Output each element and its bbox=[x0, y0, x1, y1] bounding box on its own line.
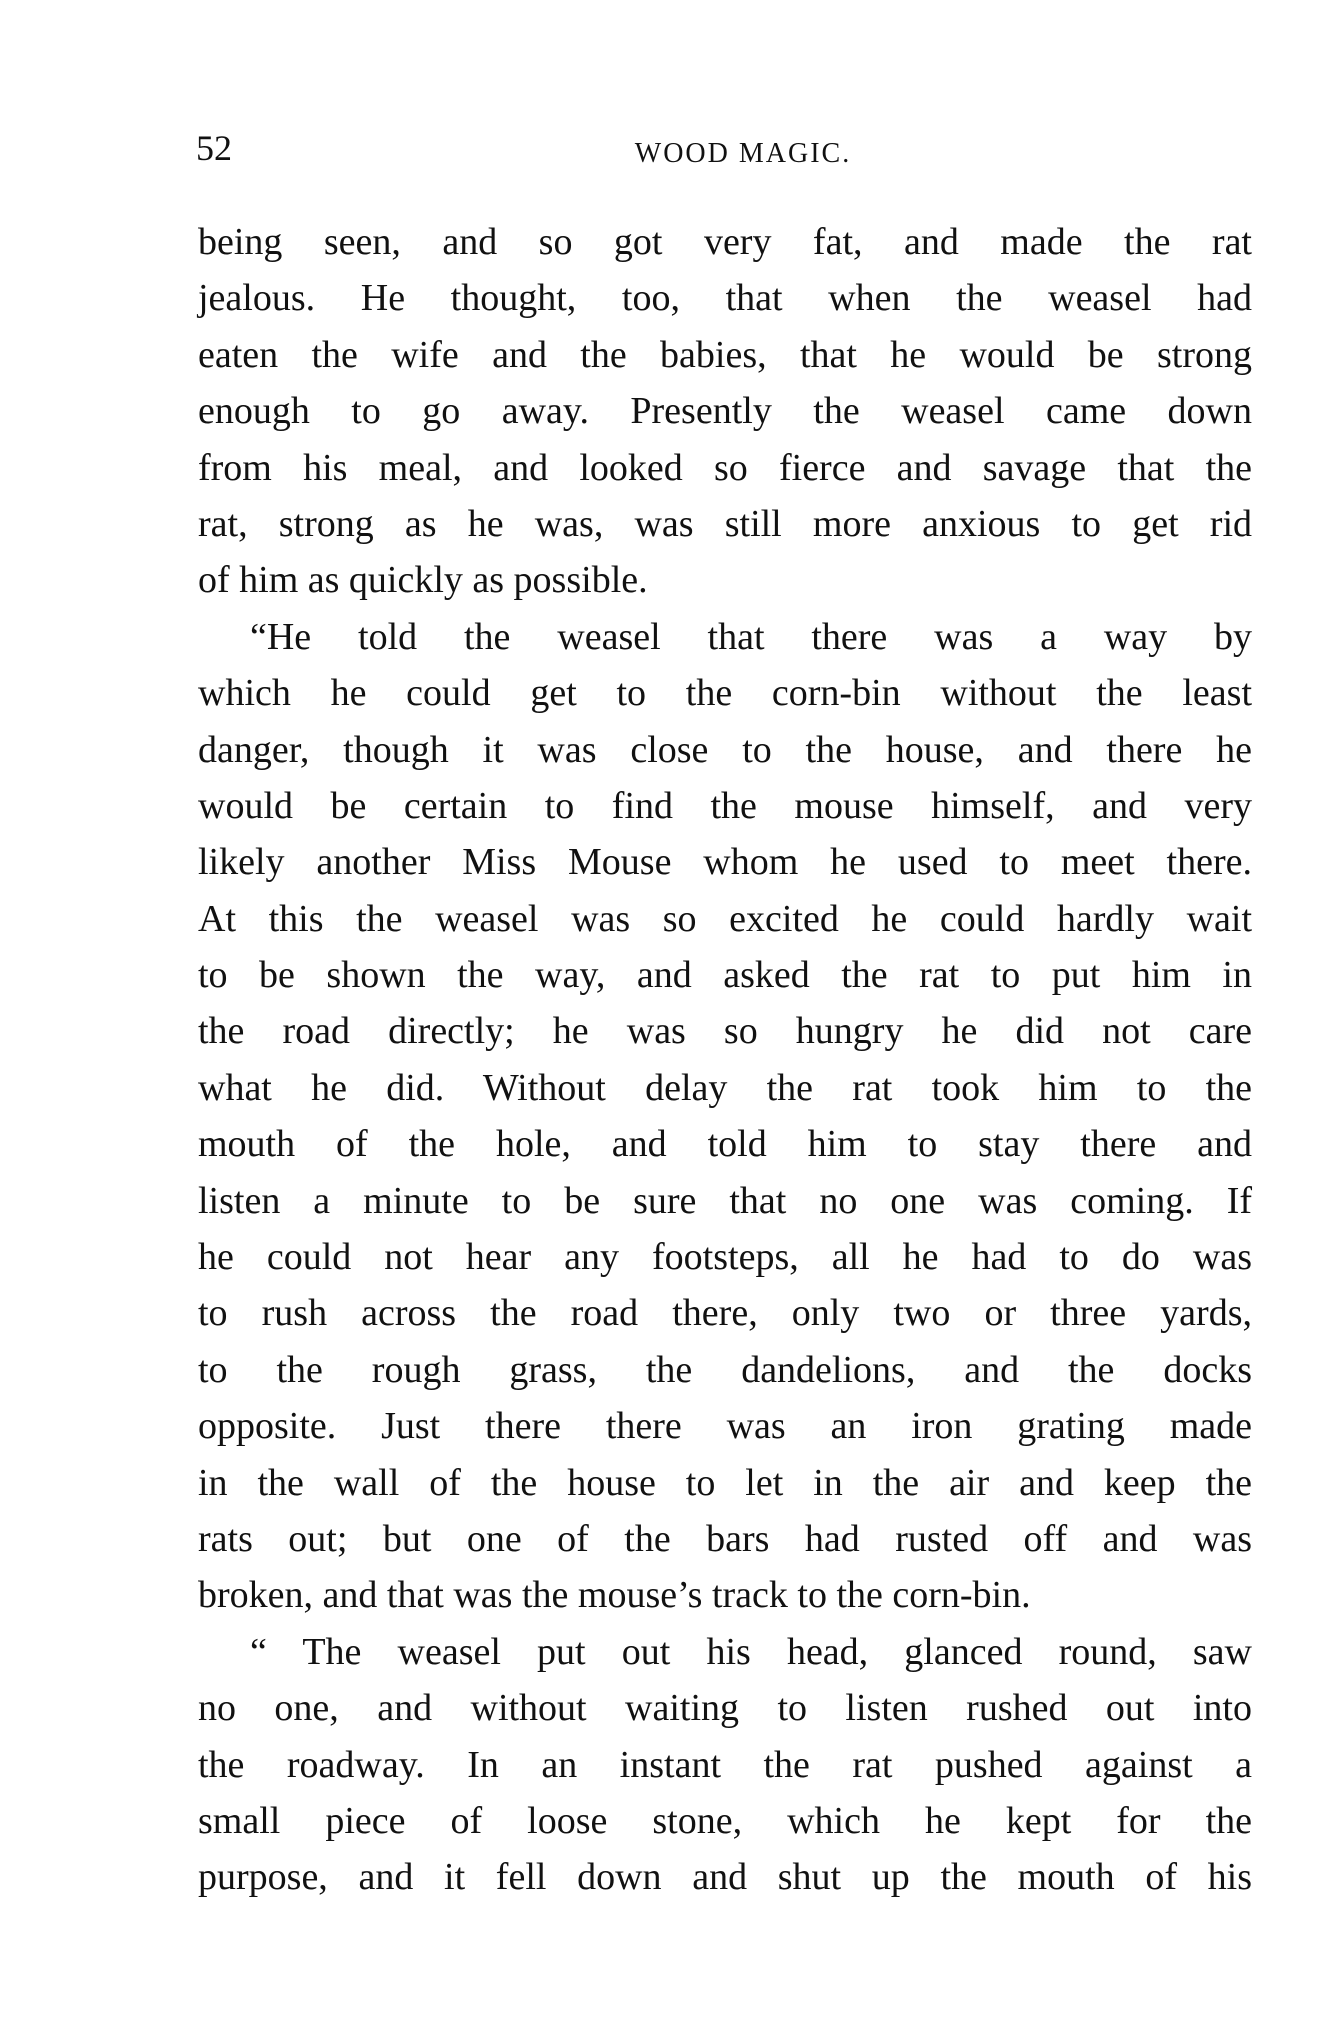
text-line: being seen, and so got very fat, and made the rat bbox=[198, 221, 1252, 263]
text-line: listen a minute to be sure that no one was coming. If bbox=[198, 1179, 1252, 1222]
body-text bbox=[198, 214, 1252, 1906]
text-line: of him as quickly as possible. bbox=[198, 559, 648, 602]
text-line: At this the weasel was so excited he could hardly wait bbox=[198, 897, 1252, 940]
text-line: jealous. He thought, too, that when the weasel had bbox=[198, 277, 1252, 320]
text-line: danger, though it was close to the house, and there he bbox=[198, 728, 1252, 771]
text-line: in the wall of the house to let in the air and keep the bbox=[198, 1461, 1252, 1504]
text-line: no one, and without waiting to listen rushed out into bbox=[198, 1687, 1252, 1730]
text-line: he could not hear any footsteps, all he had to do was bbox=[198, 1236, 1252, 1279]
text-line: small piece of loose stone, which he kept for the bbox=[198, 1799, 1252, 1842]
text-line: which he could get to the corn-bin without the least bbox=[198, 672, 1252, 715]
text-line: mouth of the hole, and told him to stay there and bbox=[198, 1123, 1252, 1166]
text-line: to be shown the way, and asked the rat to put him in bbox=[198, 954, 1252, 997]
text-line: to the rough grass, the dandelions, and the docks bbox=[198, 1348, 1252, 1391]
text-line: rats out; but one of the bars had rusted off and was bbox=[198, 1517, 1252, 1560]
text-line: rat, strong as he was, was still more anxious to get rid bbox=[198, 502, 1252, 545]
text-line: “ The weasel put out his head, glanced round, saw bbox=[250, 1630, 1252, 1673]
text-line: what he did. Without delay the rat took him to the bbox=[198, 1066, 1252, 1109]
text-line: the road directly; he was so hungry he did not care bbox=[198, 1010, 1252, 1053]
page-number: 52 bbox=[196, 128, 232, 168]
text-line: would be certain to find the mouse himself, and very bbox=[198, 784, 1252, 827]
text-line: eaten the wife and the babies, that he would be strong bbox=[198, 333, 1252, 376]
text-line: likely another Miss Mouse whom he used to meet there. bbox=[198, 841, 1252, 884]
text-line: opposite. Just there there was an iron grating made bbox=[198, 1405, 1252, 1448]
text-line: enough to go away. Presently the weasel came down bbox=[198, 390, 1252, 433]
text-line: “He told the weasel that there was a way by bbox=[250, 615, 1252, 658]
text-line: to rush across the road there, only two or three yards, bbox=[198, 1292, 1252, 1335]
running-head: WOOD MAGIC. bbox=[634, 138, 852, 169]
text-line: broken, and that was the mouse’s track to the corn-bin. bbox=[198, 1574, 1031, 1617]
text-line: the roadway. In an instant the rat pushed against a bbox=[198, 1743, 1252, 1786]
text-line: purpose, and it fell down and shut up the mouth of his bbox=[198, 1856, 1252, 1899]
text-line: from his meal, and looked so fierce and savage that the bbox=[198, 446, 1252, 489]
